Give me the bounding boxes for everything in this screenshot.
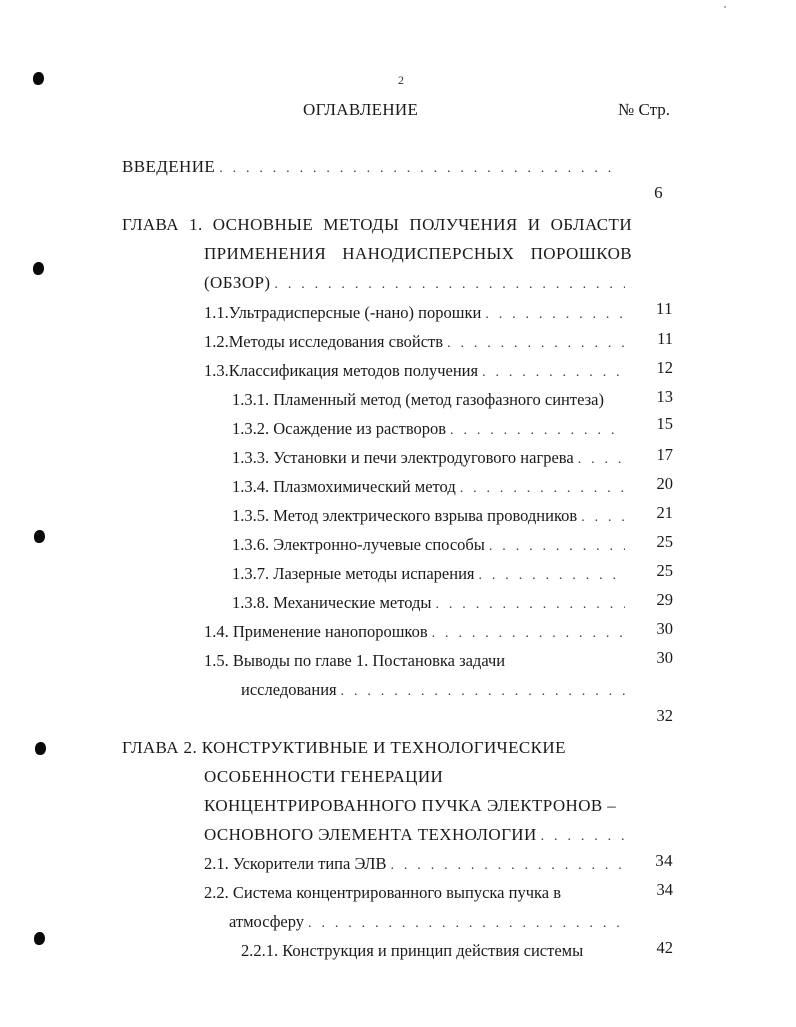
dot-leader bbox=[447, 332, 625, 356]
toc-entry-page: 34 bbox=[656, 880, 673, 899]
dot-leader bbox=[308, 912, 625, 936]
toc-entry-2-2-1: 2.2.1. Конструкция и принцип действия системы bbox=[241, 941, 584, 960]
toc-entry-1-3-6: 1.3.6. Электронно-лучевые способы . . . 25 bbox=[232, 533, 629, 557]
toc-entry-page: 25 bbox=[656, 532, 673, 551]
toc-entry-page: 6 bbox=[654, 183, 663, 202]
page-column-header: № Стр. bbox=[618, 100, 670, 119]
toc-entry-2-2-line2: атмосферу . . . 42 bbox=[229, 910, 629, 934]
toc-entry-page: 42 bbox=[656, 938, 673, 957]
chapter2-title-line3: КОНЦЕНТРИРОВАННОГО ПУЧКА ЭЛЕКТРОНОВ – bbox=[204, 796, 617, 815]
toc-entry-1-1: 1.1. Ультрадисперсные (-нано) порошки . . . 11 bbox=[204, 301, 629, 325]
toc-entry-page: 17 bbox=[656, 445, 673, 464]
dot-leader bbox=[485, 303, 625, 327]
dot-leader bbox=[460, 477, 625, 501]
punch-hole-mark bbox=[34, 932, 45, 945]
dot-leader bbox=[219, 157, 615, 181]
toc-entry-page: 30 bbox=[656, 648, 673, 667]
punch-hole-mark bbox=[34, 530, 45, 543]
chapter1-title-line1: ГЛАВА 1. ОСНОВНЫЕ МЕТОДЫ ПОЛУЧЕНИЯ И ОБЛАСТИ bbox=[122, 215, 632, 234]
toc-entry-text: ВВЕДЕНИЕ bbox=[122, 157, 216, 176]
toc-entry-1-3: 1.3. Классификация методов получения . . . 13 bbox=[204, 359, 629, 383]
dot-leader bbox=[581, 506, 625, 530]
dot-leader bbox=[541, 825, 625, 849]
dot-leader bbox=[479, 564, 626, 588]
toc-entry-1-5-line2: исследования . . . 32 bbox=[241, 678, 629, 702]
toc-entry-intro bbox=[122, 155, 663, 202]
toc-entry-page: 34 bbox=[655, 851, 673, 870]
punch-hole-mark bbox=[35, 742, 46, 755]
toc-entry-1-3-8: 1.3.8. Механические методы . . . 30 bbox=[232, 591, 629, 615]
toc-entry-page: 30 bbox=[656, 619, 673, 638]
toc-entry-page: 25 bbox=[656, 561, 673, 580]
toc-entry-page: 32 bbox=[656, 706, 673, 725]
toc-entry-2-2-line1: 2.2. Система концентрированного выпуска пучка в bbox=[204, 883, 561, 902]
toc-entry-1-4: 1.4. Применение нанопорошков . . . 30 bbox=[204, 620, 629, 644]
punch-hole-mark bbox=[33, 262, 44, 275]
toc-entry-1-3-5: 1.3.5. Метод электрического взрыва проводников . . . 25 bbox=[232, 504, 629, 528]
toc-entry-page: 15 bbox=[656, 414, 673, 433]
chapter2-title-line1: ГЛАВА 2. КОНСТРУКТИВНЫЕ И ТЕХНОЛОГИЧЕСКИЕ bbox=[122, 738, 566, 757]
dot-leader bbox=[391, 854, 626, 878]
dot-leader bbox=[432, 622, 625, 646]
toc-entry-page: 29 bbox=[656, 590, 673, 609]
toc-entry-1-3-7: 1.3.7. Лазерные методы испарения . . . 29 bbox=[232, 562, 629, 586]
toc-entry-page: 11 bbox=[655, 299, 673, 318]
dot-leader bbox=[578, 448, 625, 472]
toc-title: ОГЛАВЛЕНИЕ bbox=[303, 100, 419, 119]
punch-hole-mark bbox=[33, 72, 44, 85]
chapter2-title-line4: ОСНОВНОГО ЭЛЕМЕНТА ТЕХНОЛОГИИ . . . 34 bbox=[204, 823, 629, 847]
toc-entry-1-3-3: 1.3.3. Установки и печи электродугового нагрева . . . 20 bbox=[232, 446, 629, 470]
toc-entry-1-2: 1.2. Методы исследования свойств . . . 12 bbox=[204, 330, 629, 354]
toc-entry-1-5-line1: 1.5. Выводы по главе 1. Постановка задачи bbox=[204, 651, 506, 670]
dot-leader bbox=[436, 593, 626, 617]
dot-leader bbox=[274, 273, 625, 297]
toc-entry-page: 12 bbox=[656, 358, 673, 377]
toc-entry-page: 11 bbox=[657, 329, 673, 348]
toc-entry-1-3-2: 1.3.2. Осаждение из растворов . . . 17 bbox=[232, 417, 629, 441]
page-number: 2 bbox=[398, 73, 404, 87]
toc-entry-1-3-1: 1.3.1. Пламенный метод (метод газофазного синтеза) 15 bbox=[232, 388, 629, 412]
toc-entry-1-3-4: 1.3.4. Плазмохимический метод . . . 21 bbox=[232, 475, 629, 499]
dot-leader bbox=[450, 419, 625, 443]
toc-entry-page: 13 bbox=[656, 387, 673, 406]
toc-entry-page: 20 bbox=[656, 474, 673, 493]
toc-entry-page: 21 bbox=[656, 503, 673, 522]
dot-leader bbox=[482, 361, 625, 385]
toc-entry-2-1: 2.1. Ускорители типа ЭЛВ . . . 34 bbox=[204, 852, 629, 876]
chapter1-title-line3: (ОБЗОР) . . . 11 bbox=[204, 271, 629, 295]
chapter2-title-line2: ОСОБЕННОСТИ ГЕНЕРАЦИИ bbox=[204, 767, 444, 786]
chapter1-title-line2: ПРИМЕНЕНИЯ НАНОДИСПЕРСНЫХ ПОРОШКОВ bbox=[204, 244, 632, 263]
scan-speck bbox=[724, 6, 726, 8]
dot-leader bbox=[489, 535, 625, 559]
dot-leader bbox=[341, 680, 625, 704]
